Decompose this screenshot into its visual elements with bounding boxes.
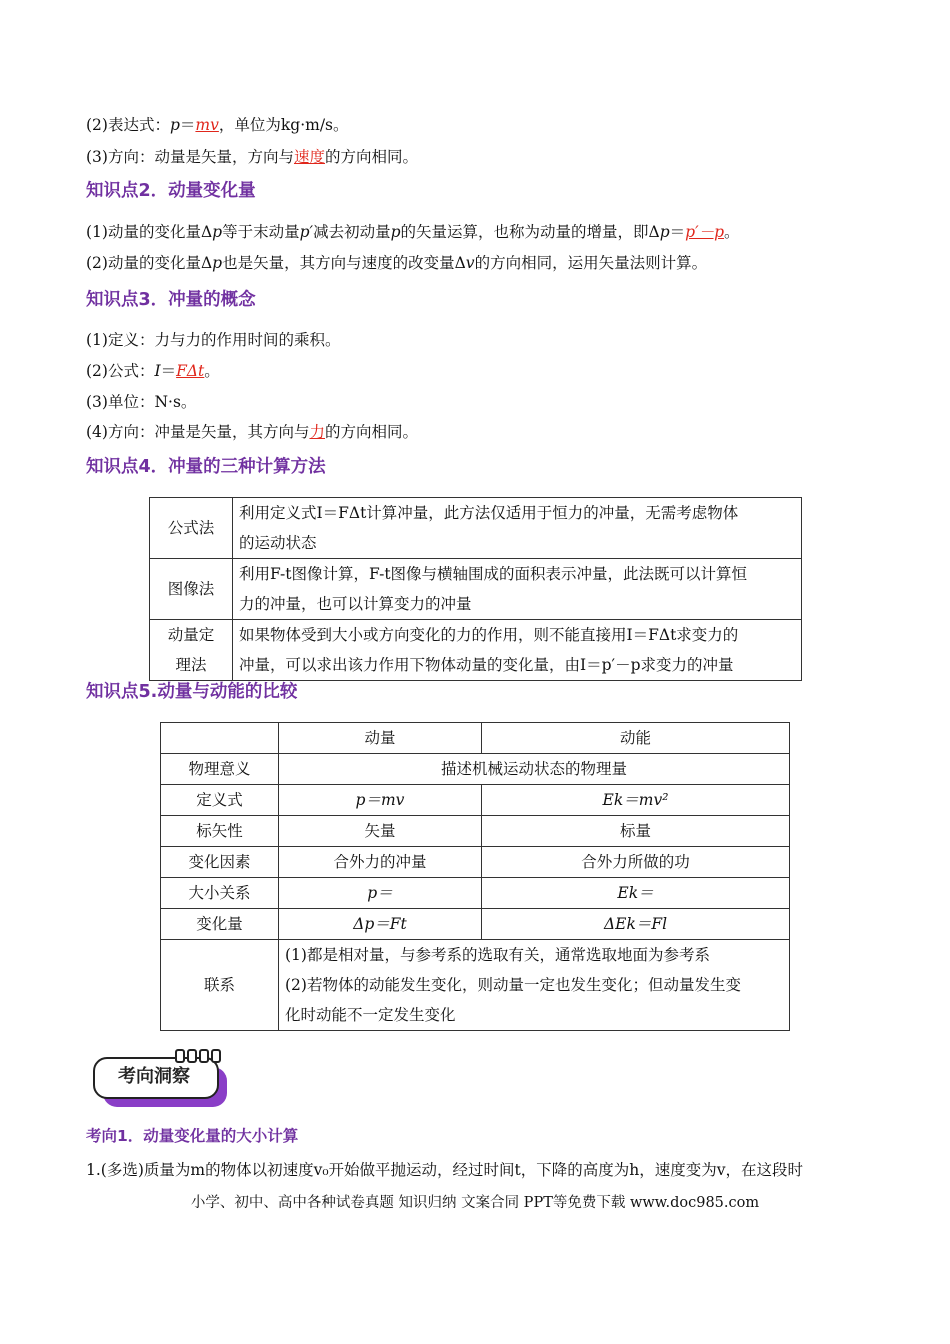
kp3-formula: (2)公式：I＝FΔt。: [86, 362, 220, 380]
kp2-line1: (1)动量的变化量Δp等于末动量p′减去初动量p的矢量运算，也称为动量的增量，即Δp＝p′－p。: [86, 223, 740, 241]
question-text: 1.(多选)质量为m的物体以初速度v₀开始做平抛运动，经过时间t，下降的高度为h，速度变为v，在这段时: [86, 1161, 804, 1179]
answer-blank: mv: [195, 116, 219, 134]
kp3-direction: (4)方向：冲量是矢量，其方向与力的方向相同。: [86, 423, 418, 441]
comparison-table: [160, 722, 790, 1031]
kp2-heading: 知识点2．动量变化量: [86, 181, 256, 201]
table-header-row: [161, 723, 790, 754]
header-cell: 动量: [279, 723, 482, 754]
table-row: 变化量 Δp＝Ft ΔEk＝Fl: [161, 909, 790, 940]
answer-blank: 力: [309, 423, 325, 441]
table-row: 定义式 p＝mv Ek＝mv²: [161, 785, 790, 816]
kp2-line2: (2)动量的变化量Δp也是矢量，其方向与速度的改变量Δv的方向相同，运用矢量法则计算。: [86, 254, 708, 272]
kp3-unit: (3)单位：N·s。: [86, 393, 197, 411]
method-label: 动量定 理法: [150, 620, 233, 681]
table-row: 大小关系 p＝ Ek＝: [161, 878, 790, 909]
expression-line: (2)表达式：p＝mv，单位为kg·m/s。: [86, 116, 349, 134]
kp4-heading: 知识点4．冲量的三种计算方法: [86, 457, 326, 477]
page-footer: 小学、初中、高中各种试卷真题 知识归纳 文案合同 PPT等免费下载 www.doc985.com: [190, 1195, 760, 1211]
table-row: 联系 (1)都是相对量，与参考系的选取有关，通常选取地面为参考系 (2)若物体的动能发生变化，则动量一定也发生变化；但动量发生变 化时动能不一定发生变化: [161, 940, 790, 1031]
method-desc: 利用定义式I＝FΔt计算冲量，此方法仅适用于恒力的冲量，无需考虑物体 的运动状态: [233, 498, 802, 559]
table-row: 标矢性 矢量 标量: [161, 816, 790, 847]
method-desc: 如果物体受到大小或方向变化的力的作用，则不能直接用I＝FΔt求变力的 冲量，可以求出该力作用下物体动量的变化量，由I＝p′－p求变力的冲量: [233, 620, 802, 681]
table-row: 变化因素 合外力的冲量 合外力所做的功: [161, 847, 790, 878]
methods-table: [149, 497, 802, 681]
kp5-heading: 知识点5.动量与动能的比较: [86, 682, 298, 702]
method-desc: 利用F-t图像计算，F-t图像与横轴围成的面积表示冲量，此法既可以计算恒 力的冲量，也可以计算变力的冲量: [233, 559, 802, 620]
method-label: 图像法: [150, 559, 233, 620]
kp3-heading: 知识点3．冲量的概念: [86, 290, 256, 310]
sub-heading: 考向1．动量变化量的大小计算: [86, 1127, 299, 1145]
direction-line: (3)方向：动量是矢量，方向与速度的方向相同。: [86, 148, 418, 166]
table-row: [150, 498, 802, 559]
kp3-definition: (1)定义：力与力的作用时间的乘积。: [86, 331, 341, 349]
badge-label: 考向洞察: [118, 1066, 190, 1087]
table-row: [150, 620, 802, 681]
table-row: 物理意义 描述机械运动状态的物理量: [161, 754, 790, 785]
answer-blank: FΔt: [176, 362, 205, 380]
answer-blank: p′－p: [685, 223, 725, 241]
header-cell: 动能: [482, 723, 790, 754]
section-badge: [93, 1057, 227, 1107]
answer-blank: 速度: [293, 148, 325, 166]
header-cell: [161, 723, 279, 754]
method-label: 公式法: [150, 498, 233, 559]
table-row: [150, 559, 802, 620]
